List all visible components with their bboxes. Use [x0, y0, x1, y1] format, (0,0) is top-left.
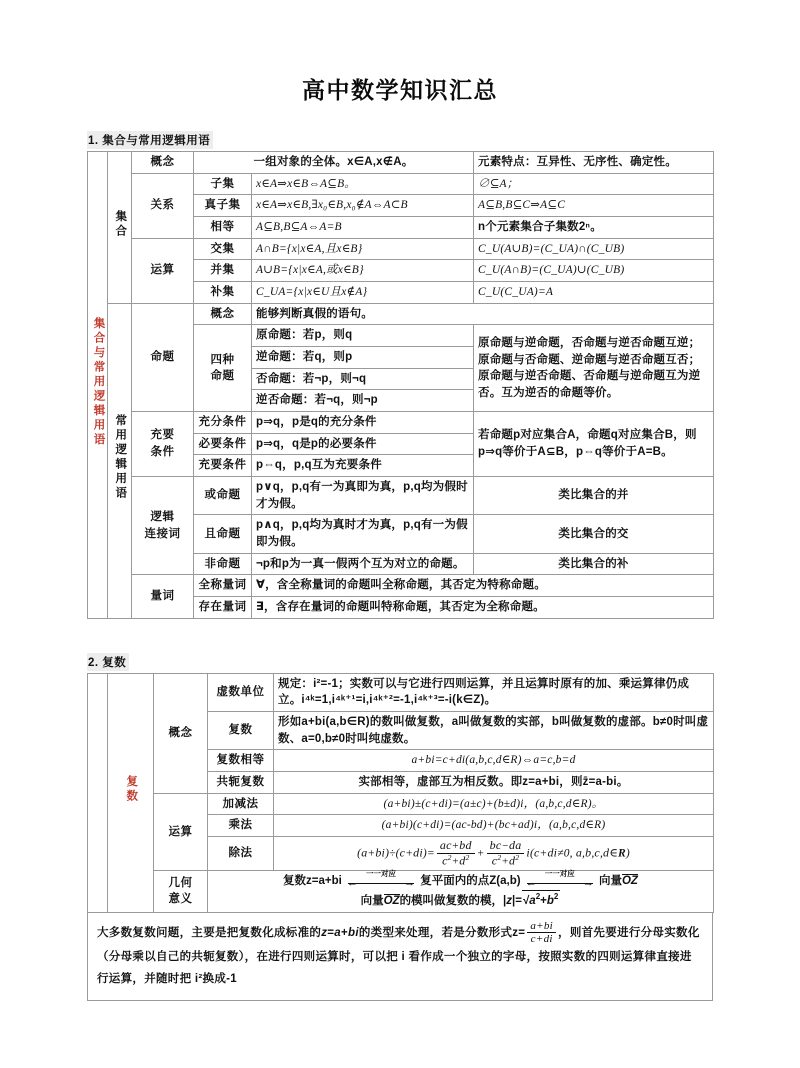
cell-contrapositive-proposition: 逆否命题：若¬q，则¬p: [252, 390, 474, 412]
cell-subset-right: ∅⊆A；: [474, 173, 714, 195]
cell-intersection-main: A∩B={x|x∈A,且x∈B}: [252, 238, 474, 260]
cell-intersection-right: C_U(A∪B)=(C_UA)∩(C_UB): [474, 238, 714, 260]
cell-sub-union: 并集: [194, 260, 252, 282]
cell-sub-imaginary-unit: 虚数单位: [208, 673, 274, 711]
note-text-part2: ，则首先要进行分母实数化（分母乘以自己的共轭复数），在进行四则运算时，可以把 i 看作成一个独立的字母，按照实数的四则运算律直接进行运算，并随时把 i²换成-1: [97, 926, 700, 986]
cell-complex-equality-main: a+bi=c+di(a,b,c,d∈R)⇔a=c,b=d: [274, 750, 714, 772]
cell-addition-main: (a+bi)±(c+di)=(a±c)+(b±d)i，(a,b,c,d∈R)。: [274, 793, 714, 815]
cell-sub-iff: 充要条件: [194, 455, 252, 477]
cell-proper-subset-right: A⊆B,B⊆C⇒A⊆C: [474, 195, 714, 217]
table-row: [88, 477, 714, 515]
row-category-geometric-meaning: 几何 意义: [154, 871, 208, 912]
cell-necessary-main: p⇒q，q是p的必要条件: [252, 433, 474, 455]
cell-sub-proposition-concept: 概念: [194, 303, 252, 325]
row-category-quantifiers: 量词: [132, 575, 194, 618]
cell-sub-and: 且命题: [194, 515, 252, 553]
cell-sub-complement: 补集: [194, 282, 252, 304]
cell-sub-complex-equality: 复数相等: [208, 750, 274, 772]
row-category-concept: 概念: [132, 152, 194, 174]
spine-label-complex: 复数: [108, 673, 154, 912]
cell-sub-division: 除法: [208, 837, 274, 871]
cell-sub-four-propositions: 四种 命题: [194, 325, 252, 412]
section-2-heading: 2. 复数: [87, 653, 129, 671]
cell-union-main: A∪B={x|x∈A,或x∈B}: [252, 260, 474, 282]
cell-sub-multiplication: 乘法: [208, 815, 274, 837]
row-category-relations: 关系: [132, 173, 194, 238]
cell-geometric-meaning: [208, 871, 714, 912]
cell-equal-main: A⊆B,B⊆A⇔A=B: [252, 217, 474, 239]
cell-inverse-proposition: 否命题：若¬p，则¬q: [252, 368, 474, 390]
group-label-logic-terms: 常用逻辑用语: [108, 303, 132, 618]
table-row: [88, 152, 714, 174]
table-complex-numbers: [87, 673, 714, 913]
cell-sub-subset: 子集: [194, 173, 252, 195]
cell-sufficient-main: p⇒q，p是q的充分条件: [252, 412, 474, 434]
cell-concept-main: 一组对象的全体。x∈A,x∉A。: [194, 152, 474, 174]
table-row: [88, 238, 714, 260]
cell-universal-main: ∀，含全称量词的命题叫全称命题，其否定为特称命题。: [252, 575, 714, 597]
cell-sub-existential: 存在量词: [194, 597, 252, 619]
cell-imaginary-unit-main: 规定：i²=-1；实数可以与它进行四则运算，并且运算时原有的加、乘运算律仍成立。i⁴ᵏ=1,i⁴ᵏ⁺¹=i,i⁴ᵏ⁺²=-1,i⁴ᵏ⁺³=-i(k∈Z)。: [274, 673, 714, 711]
cell-converse-proposition: 逆命题：若q，则p: [252, 347, 474, 369]
cell-complement-right: C_U(C_UA)=A: [474, 282, 714, 304]
cell-existential-main: ∃，含存在量词的命题叫特称命题，其否定为全称命题。: [252, 597, 714, 619]
row-category-connectives: 逻辑 连接词: [132, 477, 194, 575]
cell-proper-subset-main: x∈A⇒x∈B,∃x₀∈B,x₀∉A⇔A⊂B: [252, 195, 474, 217]
cell-equal-right: n个元素集合子集数2ⁿ。: [474, 217, 714, 239]
section-sets-and-logic: [87, 131, 713, 619]
spine-blank-complex: [88, 673, 108, 912]
group-label-sets: 集合: [108, 152, 132, 304]
row-category-proposition: 命题: [132, 303, 194, 411]
table-row: [88, 673, 714, 711]
table-row: [88, 575, 714, 597]
page-title: 高中数学知识汇总: [302, 77, 498, 103]
correspondence-arrow-icon: 一一对应 ← →: [347, 869, 416, 890]
complex-numbers-note: [87, 913, 713, 1001]
cell-conditions-right: 若命题p对应集合A，命题q对应集合B，则p⇒q等价于A⊆B，p⇔q等价于A=B。: [474, 412, 714, 477]
cell-sub-not: 非命题: [194, 553, 252, 575]
note-text-part1: 大多数复数问题，主要是把复数化成标准的z=a+bi的类型来处理，若是分数形式z=: [97, 926, 526, 939]
cell-sub-complex-def: 复数: [208, 712, 274, 750]
cell-sub-equal: 相等: [194, 217, 252, 239]
row-category-complex-operations: 运算: [154, 793, 208, 871]
geo-point-z: 复平面内的点Z(a,b): [420, 875, 521, 888]
cell-conjugate-main: 实部相等，虚部互为相反数。即z=a+bi，则z̄=a-bi。: [274, 772, 714, 794]
spine-label-sets-logic: 集合与常用逻辑用语: [88, 152, 108, 619]
cell-multiplication-main: (a+bi)(c+di)=(ac-bd)+(bc+ad)i，(a,b,c,d∈R): [274, 815, 714, 837]
correspondence-arrow-icon-2: 一一对应 ← →: [525, 869, 594, 890]
row-category-operations: 运算: [132, 238, 194, 303]
cell-sub-conjugate: 共轭复数: [208, 772, 274, 794]
row-category-conditions: 充要 条件: [132, 412, 194, 477]
table-sets-and-logic: [87, 151, 714, 619]
cell-union-right: C_U(A∩B)=(C_UA)∪(C_UB): [474, 260, 714, 282]
geometry-line-2: 向量OZ的模叫做复数的模，$|z|=√a^2+b^2$: [212, 890, 709, 910]
cell-subset-main: x∈A⇒x∈B⇔A⊆B。: [252, 173, 474, 195]
cell-original-proposition: 原命题：若p，则q: [252, 325, 474, 347]
cell-sub-universal: 全称量词: [194, 575, 252, 597]
table-row: [88, 412, 714, 434]
cell-iff-main: p⇔q，p,q互为充要条件: [252, 455, 474, 477]
cell-complement-main: C_UA={x|x∈U且x∉A}: [252, 282, 474, 304]
cell-and-right: 类比集合的交: [474, 515, 714, 553]
table-row: [88, 793, 714, 815]
note-fraction: $\frac{a+bi}{c+di}$: [527, 920, 556, 946]
table-row: [88, 173, 714, 195]
section-complex-numbers: [87, 653, 713, 1001]
cell-sub-intersection: 交集: [194, 238, 252, 260]
cell-or-right: 类比集合的并: [474, 477, 714, 515]
cell-sub-necessary: 必要条件: [194, 433, 252, 455]
cell-sub-sufficient: 充分条件: [194, 412, 252, 434]
cell-four-propositions-right: 原命题与逆命题，否命题与逆否命题互逆；原命题与否命题、逆命题与逆否命题互否；原命题与逆否命题、否命题与逆命题互为逆否。互为逆否的命题等价。: [474, 325, 714, 412]
table-row: [88, 303, 714, 325]
cell-and-main: p∧q，p,q均为真时才为真，p,q有一为假即为假。: [252, 515, 474, 553]
cell-not-right: 类比集合的补: [474, 553, 714, 575]
section-1-heading: 1. 集合与常用逻辑用语: [87, 131, 213, 149]
cell-concept-right: 元素特点：互异性、无序性、确定性。: [474, 152, 714, 174]
geo-complex-z: 复数z=a+bi: [283, 875, 342, 888]
cell-sub-proper-subset: 真子集: [194, 195, 252, 217]
cell-proposition-concept-main: 能够判断真假的语句。: [252, 303, 714, 325]
cell-complex-def-main: 形如a+bi(a,b∈R)的数叫做复数，a叫做复数的实部，b叫做复数的虚部。b≠0时叫虚数、a=0,b≠0时叫纯虚数。: [274, 712, 714, 750]
row-category-complex-concept: 概念: [154, 673, 208, 793]
cell-sub-or: 或命题: [194, 477, 252, 515]
cell-not-main: ¬p和p为一真一假两个互为对立的命题。: [252, 553, 474, 575]
geo-vector-oz: 向量OZ: [598, 875, 638, 888]
cell-sub-addition: 加减法: [208, 793, 274, 815]
cell-division-main: (a+bi)÷(c+di)= $\frac{ac+bd}{c^2+d^2}$ + $\frac{bc-da}{c^2+d^2}$ i(c+di≠0, a,b,c,d∈R): [274, 837, 714, 871]
cell-or-main: p∨q，p,q有一为真即为真，p,q均为假时才为假。: [252, 477, 474, 515]
geometry-line-1: [212, 869, 709, 890]
table-row: [88, 871, 714, 912]
